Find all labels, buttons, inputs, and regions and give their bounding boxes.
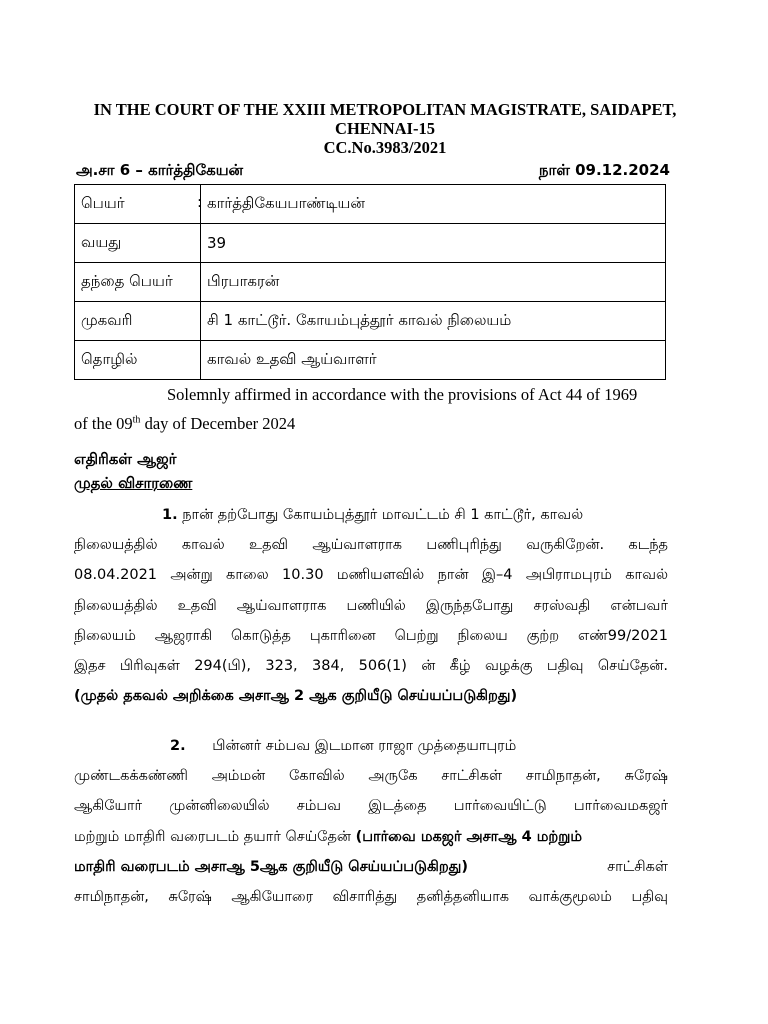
row-label-age: வயது — [75, 224, 201, 263]
affirmation-month-year: day of December 2024 — [140, 414, 296, 433]
para1-line-4: நிலையத்தில் உதவி ஆய்வாளராக பணியில் இருந்தபோது சரஸ்வதி என்பவர் — [74, 598, 668, 614]
para1-exhibit-note: (முதல் தகவல் அறிக்கை அசாஆ 2 ஆக குறியீடு செய்யப்படுகிறது) — [74, 688, 518, 704]
row-value-address: சி 1 காட்டூர். கோயம்புத்தூர் காவல் நிலையம் — [201, 302, 666, 341]
row-label-address: முகவரி — [75, 302, 201, 341]
para1-line-5: நிலையம் ஆஜராகி கொடுத்த புகாரினை பெற்று நிலைய குற்ற எண்99/2021 — [74, 628, 668, 644]
witness-name: அ.சா 6 – கார்த்திகேயன் — [76, 161, 244, 179]
deposition-date: நாள் 09.12.2024 — [538, 161, 670, 179]
affirmation-line-2 — [74, 414, 295, 434]
para1-line-6: இதச பிரிவுகள் 294(பி), 323, 384, 506(1) ன் கீழ் வழக்கு பதிவு செய்தேன். — [74, 658, 668, 674]
para2-number: 2. — [170, 738, 186, 754]
table-row — [75, 302, 666, 341]
table-row — [75, 185, 666, 224]
para1-line-3: 08.04.2021 அன்று காலை 10.30 மணியளவில் நான் இ–4 அபிராமபுரம் காவல் — [74, 567, 668, 583]
para2-line-3: ஆகியோர் முன்னிலையில் சம்பவ இடத்தை பார்வையிட்டு பார்வைமகஜர் — [74, 798, 668, 814]
row-label-father: தந்தை பெயர் — [75, 263, 201, 302]
para2-line-4 — [74, 829, 668, 859]
para2-line-6: சாமிநாதன், சுரேஷ் ஆகியோரை விசாரித்து தனித்தனியாக வாக்குமூலம் பதிவு — [74, 889, 668, 905]
para2-line5-text: சாட்சிகள் — [607, 859, 668, 875]
para1-line-2: நிலையத்தில் காவல் உதவி ஆய்வாளராக பணிபுரிந்து வருகிறேன். கடந்த — [74, 537, 668, 553]
witness-header — [76, 161, 670, 183]
row-label-occupation: தொழில் — [75, 341, 201, 380]
para1-number: 1. — [162, 507, 178, 523]
affirmation-line-1: Solemnly affirmed in accordance with the provisions of Act 44 of 1969 — [167, 385, 638, 404]
para1-text: நான் தற்போது கோயம்புத்தூர் மாவட்டம் சி 1 காட்டூர், காவல் — [182, 507, 584, 523]
para2-text: பின்னர் சம்பவ இடமான ராஜா முத்தையாபுரம் — [212, 738, 517, 754]
row-value-father: பிரபாகரன் — [201, 263, 666, 302]
para2-line-2: முண்டகக்கண்ணி அம்மன் கோவில் அருகே சாட்சிகள் சாமிநாதன், சுரேஷ் — [74, 768, 668, 784]
accused-present-heading: எதிரிகள் ஆஜர் — [74, 450, 177, 468]
table-row — [75, 341, 666, 380]
para2-line4-text: மற்றும் மாதிரி வரைபடம் தயார் செய்தேன் — [74, 829, 356, 845]
table-row — [75, 224, 666, 263]
chief-examination-heading: முதல் விசாரணை — [74, 474, 193, 492]
witness-full-name: கார்த்திகேயபாண்டியன் — [207, 194, 365, 212]
ordinal-suffix: th — [132, 414, 141, 426]
para2-line-1 — [170, 738, 668, 768]
colon-separator: : — [197, 193, 203, 211]
court-city-line: CHENNAI-15 — [335, 119, 435, 138]
witness-details-table — [74, 184, 666, 380]
row-value-name — [197, 185, 666, 224]
case-number: CC.No.3983/2021 — [323, 138, 447, 157]
para2-exhibit-note-start: (பார்வை மகஜர் அசாஆ 4 மற்றும் — [355, 829, 583, 845]
row-label-name: பெயர் — [75, 185, 201, 224]
para2-exhibit-note-end: மாதிரி வரைபடம் அசாஆ 5ஆக குறியீடு செய்யப்படுகிறது) — [74, 859, 468, 875]
affirmation-day: of the 09 — [74, 414, 133, 433]
para2-line-5 — [74, 859, 668, 889]
court-name-line: IN THE COURT OF THE XXIII METROPOLITAN MAGISTRATE, SAIDAPET, — [93, 100, 677, 119]
para1-line-1 — [162, 507, 668, 537]
row-value-occupation: காவல் உதவி ஆய்வாளர் — [201, 341, 666, 380]
table-row — [75, 263, 666, 302]
court-title — [60, 100, 710, 157]
row-value-age: 39 — [201, 224, 666, 263]
